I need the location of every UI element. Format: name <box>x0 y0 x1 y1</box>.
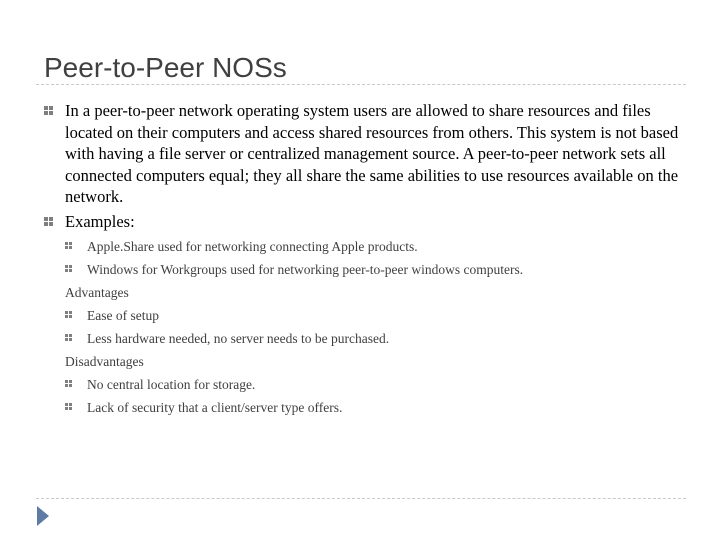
bullet-examples <box>44 211 684 233</box>
examples-label: Examples: <box>65 211 135 231</box>
square-bullet-icon <box>44 106 54 116</box>
list-item: Apple.Share used for networking connecting Apple products. <box>44 235 684 258</box>
list-item: Lack of security that a client/server type offers. <box>44 396 684 419</box>
disadvantages-list <box>44 373 684 419</box>
intro-text: In a peer-to-peer network operating system users are allowed to share resources and files located on their computers and access shared resources from others. This system is not based with having a file server or centralized management source. A peer-to-peer network sets all connected computers equal; they all share the same abilities to use resources available on the network. <box>65 101 679 206</box>
square-bullet-icon <box>65 311 73 319</box>
footer-divider <box>36 498 686 499</box>
advantages-heading: Advantages <box>65 285 129 300</box>
list-item: No central location for storage. <box>44 373 684 396</box>
triangle-arrow-icon <box>36 505 50 527</box>
square-bullet-icon <box>65 380 73 388</box>
list-item: Less hardware needed, no server needs to be purchased. <box>44 327 684 350</box>
square-bullet-icon <box>65 334 73 342</box>
bullet-intro <box>44 100 684 208</box>
disadvantages-heading: Disadvantages <box>65 354 144 369</box>
square-bullet-icon <box>44 217 54 227</box>
examples-list <box>44 235 684 281</box>
square-bullet-icon <box>65 403 73 411</box>
list-item: Windows for Workgroups used for networking peer-to-peer windows computers. <box>44 258 684 281</box>
title-divider <box>36 84 686 85</box>
slide-body <box>44 100 684 419</box>
advantages-list <box>44 304 684 350</box>
list-item: Ease of setup <box>44 304 684 327</box>
square-bullet-icon <box>65 242 73 250</box>
slide-title: Peer-to-Peer NOSs <box>44 52 287 83</box>
square-bullet-icon <box>65 265 73 273</box>
